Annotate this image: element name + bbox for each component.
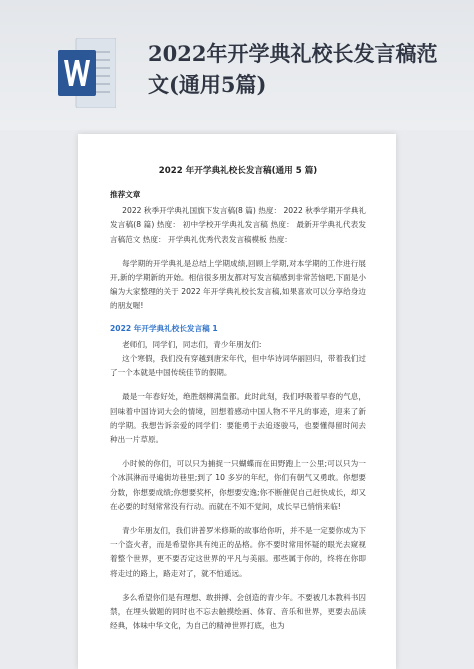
intro-paragraph: 每学期的开学典礼是总结上学期成绩,回顾上学期,对本学期的工作进行展开,新的学期新的开始。相信很多朋友都对写发言稿感到非常苦恼吧,下面是小编为大家整理的关于 2022 年开学典礼校长发言稿,如果喜欢可以分享给身边的朋友喔!	[110, 258, 366, 311]
body-paragraph: 这个寒假，我们没有穿越到唐宋年代，但中华诗词华丽回归，带着我们过了一个本就是中国传统佳节的假期。	[110, 354, 366, 378]
recommended-heading: 推荐文章	[110, 190, 141, 199]
body-paragraph: 多么希望你们是有理想、敢拼搏、会创造的青少年。不要被几本教科书囚禁，在埋头做题的同时也不忘去触摸绘画、体育、音乐和世界，更要去品读经典，体味中华文化，为自己的精神世界打底，也为	[110, 592, 366, 631]
word-doc-icon	[58, 38, 116, 108]
body-paragraph: 青少年朋友们，我们讲普罗米修斯的故事给你听，并不是一定要你成为下一个盗火者，而是希望你具有纯正的品格。你不要时常用怀疑的眼光去窥视着整个世界，更不要否定这世界的平凡与美丽。那些属于你的，终将在你即将走过的路上，路走对了，就不怕遥远。	[110, 526, 366, 578]
section-heading: 2022 年开学典礼校长发言稿 1	[110, 323, 218, 333]
page-title: 2022年开学典礼校长发言稿范文(通用5篇)	[148, 41, 438, 97]
body-paragraph: 小时候的你们，可以只为捕捉一只蝴蝶而在田野跑上一公里;可以只为一个冰淇淋而寻遍街坊巷里;到了 10 多岁的年纪，你们有朝气又勇敢。你想要分数，你想要成绩;你想要奖杯，你想要安逸;你不断催促自己赶快成长，却又在必要的时刻常常没有行动。而就在不知不觉间，成长早已悄悄来临!	[110, 459, 366, 511]
document-page	[78, 134, 396, 669]
document-body	[110, 164, 366, 633]
body-paragraph: 老师们，同学们，同志们，青少年朋友们:	[122, 339, 262, 349]
body-paragraph: 最是一年春好处，绝胜烟柳满皇都。此时此刻，我们呼吸着早春的气息，回味着中国诗词大会的情境，回想着感动中国人物不平凡的事迹，迎来了新的学期。我想告诉亲爱的同学们：要能勇于去追逐骏马，也要懂得留时间去种出一片草原。	[110, 392, 366, 445]
recommended-list: 2022 秋季开学典礼国旗下发言稿(8 篇) 热度： 2022 秋季学期开学典礼发言稿(8 篇) 热度： 初中学校开学典礼发言稿 热度： 最新开学典礼代表发言稿范文 热度： 开学典礼优秀代表发言稿模板 热度：	[110, 206, 366, 244]
header-banner	[0, 0, 474, 130]
document-title: 2022 年开学典礼校长发言稿(通用 5 篇)	[158, 166, 318, 176]
